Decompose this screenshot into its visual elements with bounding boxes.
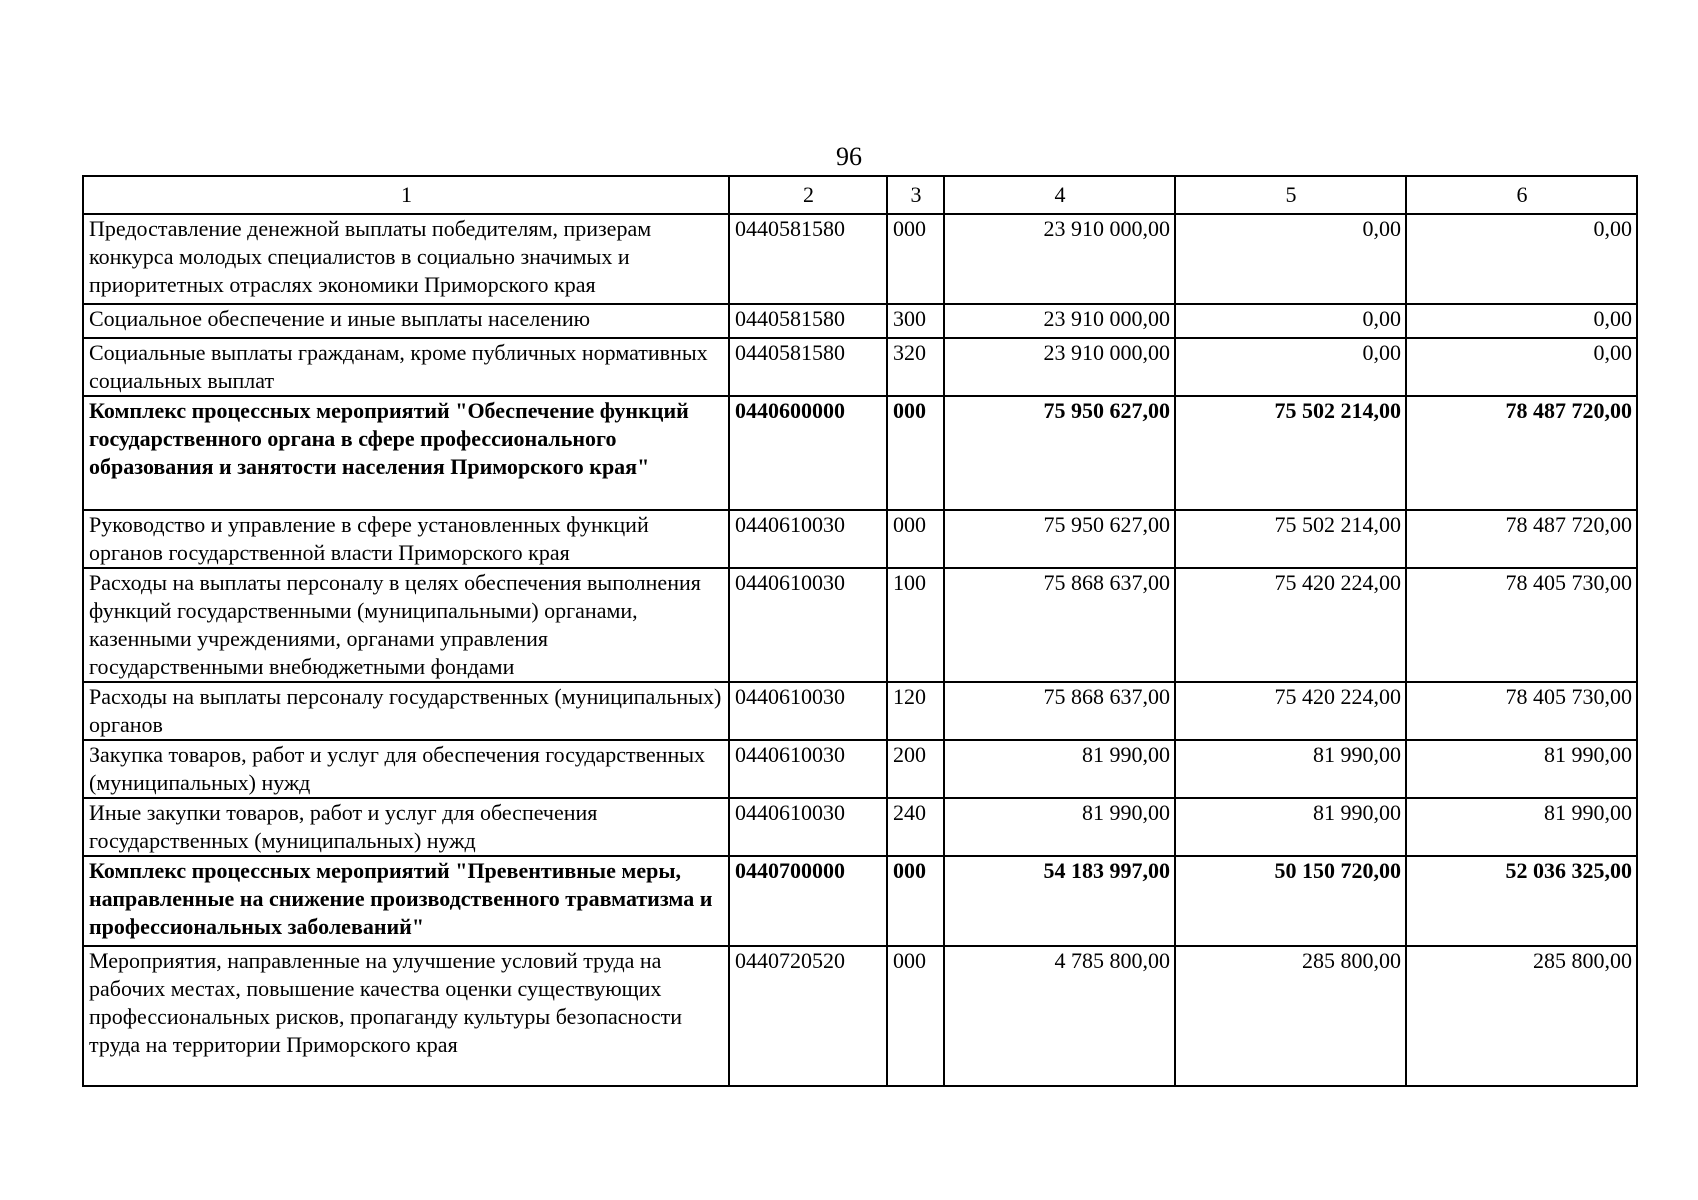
row-amount-col6: 0,00: [1406, 214, 1637, 304]
row-expense-type: 240: [887, 798, 944, 856]
header-col-3: 3: [887, 176, 944, 214]
row-amount-col4: 23 910 000,00: [944, 338, 1175, 396]
row-amount-col4: 75 950 627,00: [944, 396, 1175, 510]
table-row: [83, 856, 1637, 946]
row-code: 0440581580: [729, 304, 887, 338]
row-amount-col5: 75 420 224,00: [1175, 682, 1406, 740]
table-row: [83, 682, 1637, 740]
row-code: 0440700000: [729, 856, 887, 946]
table-row: [83, 740, 1637, 798]
row-code: 0440581580: [729, 338, 887, 396]
row-amount-col6: 78 405 730,00: [1406, 568, 1637, 682]
row-name: Социальные выплаты гражданам, кроме публичных нормативных социальных выплат: [83, 338, 729, 396]
row-name: Расходы на выплаты персоналу государственных (муниципальных) органов: [83, 682, 729, 740]
row-amount-col5: 0,00: [1175, 214, 1406, 304]
table-row: [83, 798, 1637, 856]
header-col-1: 1: [83, 176, 729, 214]
table-row: [83, 568, 1637, 682]
row-code: 0440610030: [729, 740, 887, 798]
row-code: 0440610030: [729, 682, 887, 740]
row-name: Комплекс процессных мероприятий "Превентивные меры, направленные на снижение производственного травматизма и профессиональных заболеваний": [83, 856, 729, 946]
row-expense-type: 000: [887, 214, 944, 304]
row-expense-type: 120: [887, 682, 944, 740]
table-row: [83, 214, 1637, 304]
row-code: 0440581580: [729, 214, 887, 304]
row-amount-col6: 0,00: [1406, 338, 1637, 396]
row-amount-col5: 81 990,00: [1175, 740, 1406, 798]
row-name: Социальное обеспечение и иные выплаты населению: [83, 304, 729, 338]
header-col-4: 4: [944, 176, 1175, 214]
table-row: [83, 396, 1637, 510]
row-amount-col6: 78 487 720,00: [1406, 510, 1637, 568]
row-amount-col6: 81 990,00: [1406, 740, 1637, 798]
row-code: 0440720520: [729, 946, 887, 1086]
row-amount-col4: 54 183 997,00: [944, 856, 1175, 946]
header-row: [83, 176, 1637, 214]
row-amount-col6: 81 990,00: [1406, 798, 1637, 856]
row-amount-col5: 75 502 214,00: [1175, 510, 1406, 568]
row-amount-col6: 52 036 325,00: [1406, 856, 1637, 946]
table-row: [83, 510, 1637, 568]
row-code: 0440610030: [729, 568, 887, 682]
row-code: 0440600000: [729, 396, 887, 510]
row-amount-col4: 75 868 637,00: [944, 682, 1175, 740]
row-amount-col5: 0,00: [1175, 304, 1406, 338]
row-amount-col5: 50 150 720,00: [1175, 856, 1406, 946]
header-col-6: 6: [1406, 176, 1637, 214]
row-amount-col4: 81 990,00: [944, 740, 1175, 798]
row-amount-col4: 81 990,00: [944, 798, 1175, 856]
row-code: 0440610030: [729, 510, 887, 568]
table-row: [83, 304, 1637, 338]
row-code: 0440610030: [729, 798, 887, 856]
row-expense-type: 000: [887, 510, 944, 568]
row-amount-col4: 75 868 637,00: [944, 568, 1175, 682]
row-amount-col4: 23 910 000,00: [944, 304, 1175, 338]
row-expense-type: 000: [887, 856, 944, 946]
row-amount-col6: 0,00: [1406, 304, 1637, 338]
row-name: Комплекс процессных мероприятий "Обеспечение функций государственного органа в сфере профессионального образования и занятости населения Приморского края": [83, 396, 729, 510]
row-amount-col6: 78 487 720,00: [1406, 396, 1637, 510]
row-name: Закупка товаров, работ и услуг для обеспечения государственных (муниципальных) нужд: [83, 740, 729, 798]
row-name: Расходы на выплаты персоналу в целях обеспечения выполнения функций государственными (муниципальными) органами, казенными учреждениями, органами управления государственными внебюджетными фондами: [83, 568, 729, 682]
row-name: Мероприятия, направленные на улучшение условий труда на рабочих местах, повышение качества оценки существующих профессиональных рисков, пропаганду культуры безопасности труда на территории Приморского края: [83, 946, 729, 1086]
row-expense-type: 200: [887, 740, 944, 798]
page-number: 96: [836, 142, 862, 171]
table-row: [83, 946, 1637, 1086]
header-col-2: 2: [729, 176, 887, 214]
row-expense-type: 000: [887, 946, 944, 1086]
row-amount-col4: 4 785 800,00: [944, 946, 1175, 1086]
row-name: Руководство и управление в сфере установленных функций органов государственной власти Приморского края: [83, 510, 729, 568]
row-name: Предоставление денежной выплаты победителям, призерам конкурса молодых специалистов в социально значимых и приоритетных отраслях экономики Приморского края: [83, 214, 729, 304]
row-amount-col5: 75 502 214,00: [1175, 396, 1406, 510]
row-amount-col6: 78 405 730,00: [1406, 682, 1637, 740]
row-expense-type: 100: [887, 568, 944, 682]
row-expense-type: 000: [887, 396, 944, 510]
row-amount-col4: 75 950 627,00: [944, 510, 1175, 568]
table-row: [83, 338, 1637, 396]
row-amount-col5: 285 800,00: [1175, 946, 1406, 1086]
row-amount-col5: 81 990,00: [1175, 798, 1406, 856]
row-amount-col5: 75 420 224,00: [1175, 568, 1406, 682]
row-name: Иные закупки товаров, работ и услуг для обеспечения государственных (муниципальных) нужд: [83, 798, 729, 856]
header-col-5: 5: [1175, 176, 1406, 214]
row-amount-col4: 23 910 000,00: [944, 214, 1175, 304]
row-expense-type: 320: [887, 338, 944, 396]
row-amount-col5: 0,00: [1175, 338, 1406, 396]
row-expense-type: 300: [887, 304, 944, 338]
budget-table: [82, 175, 1638, 1087]
row-amount-col6: 285 800,00: [1406, 946, 1637, 1086]
